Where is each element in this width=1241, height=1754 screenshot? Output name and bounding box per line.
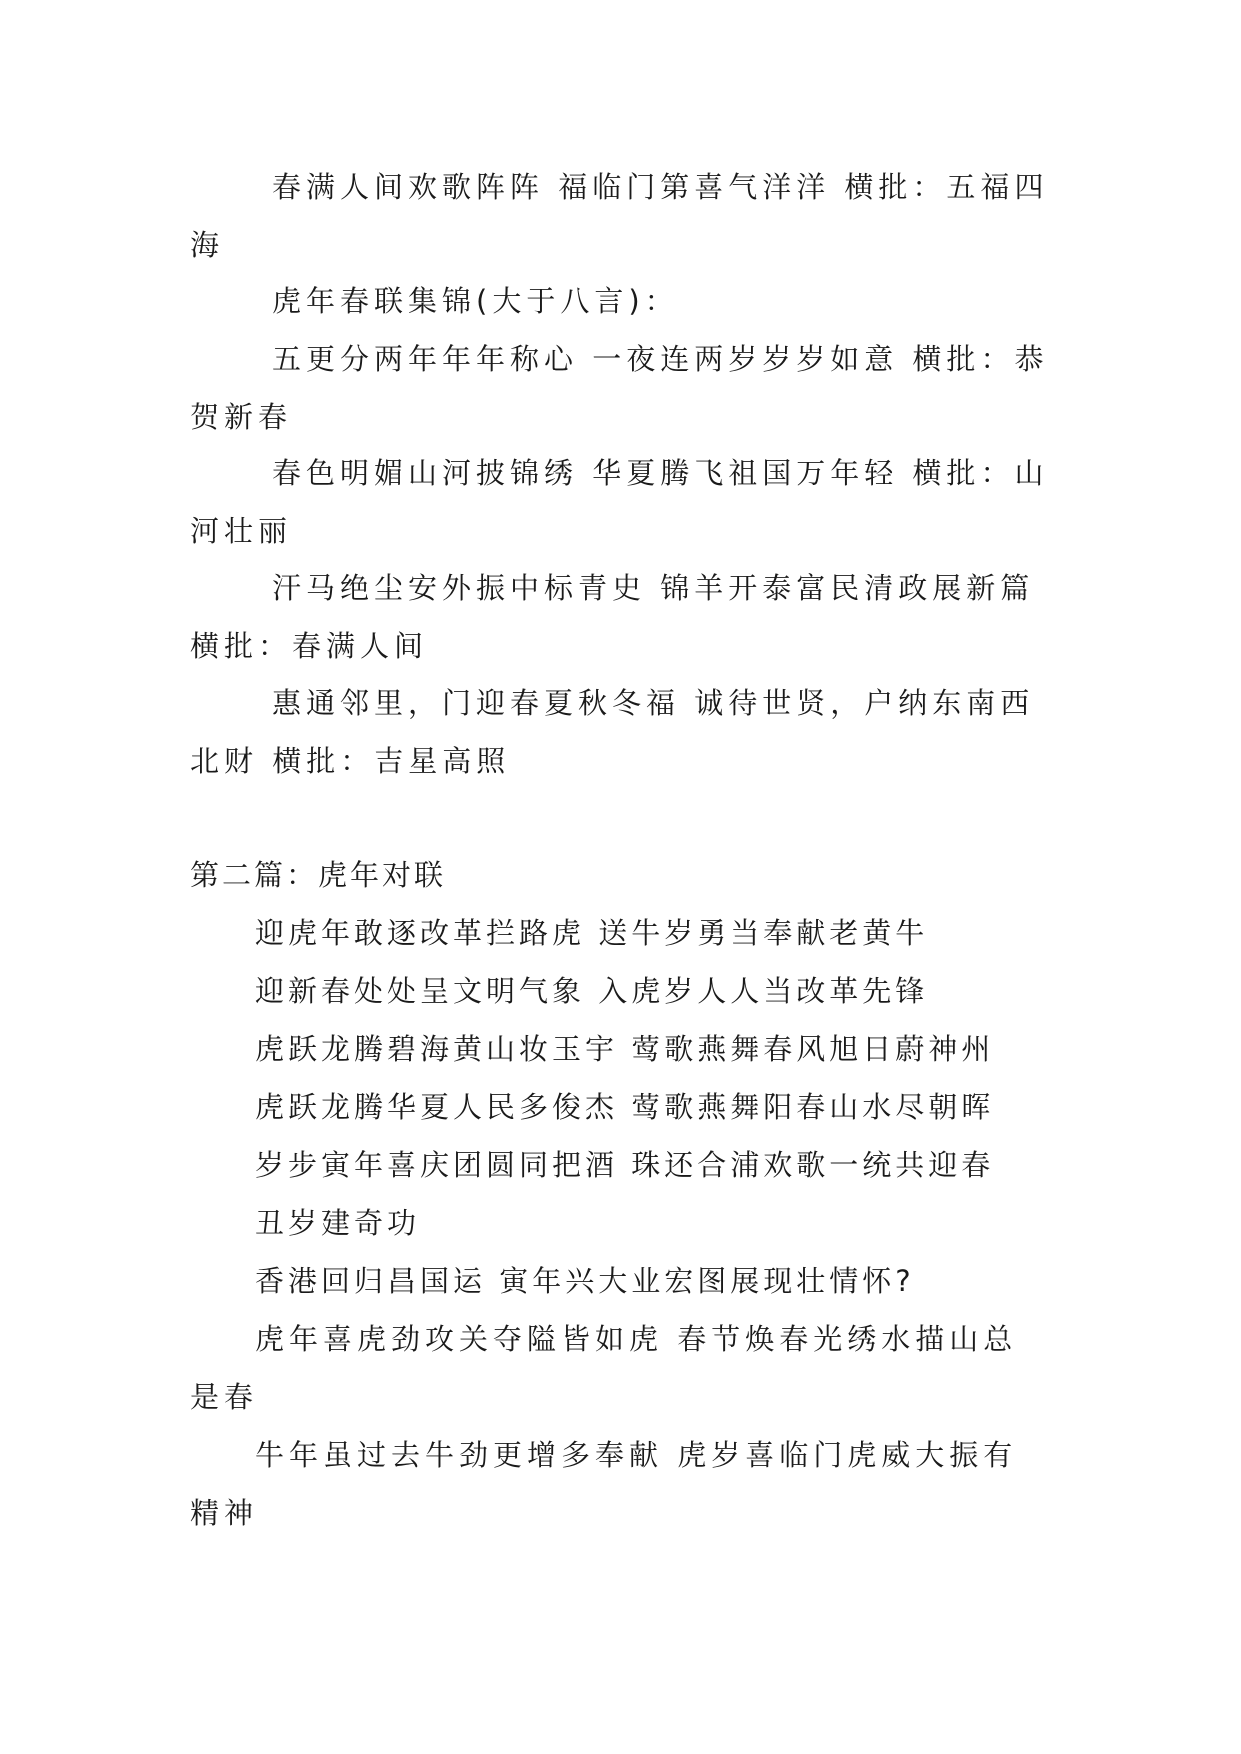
couplet-paragraph: 惠通邻里，门迎春夏秋冬福 诚待世贤，户纳东南西北财 横批：吉星高照: [190, 686, 1035, 778]
couplet-paragraph: 虎年喜虎劲攻关夺隘皆如虎 春节焕春光绣水描山总是春: [190, 1322, 1018, 1414]
couplet-paragraph: 五更分两年年年称心 一夜连两岁岁岁如意 横批：恭贺新春: [190, 342, 1049, 434]
couplet-line: 虎跃龙腾华夏人民多俊杰 莺歌燕舞阳春山水尽朝晖: [255, 1090, 995, 1124]
section-heading: 第二篇：虎年对联: [190, 858, 447, 892]
couplet-paragraph: 牛年虽过去牛劲更增多奉献 虎岁喜临门虎威大振有精神: [190, 1438, 1018, 1530]
couplet-paragraph: 汗马绝尘安外振中标青史 锦羊开泰富民清政展新篇 横批：春满人间: [190, 571, 1035, 663]
couplet-line: 岁步寅年喜庆团圆同把酒 珠还合浦欢歌一统共迎春: [255, 1148, 995, 1182]
couplet-line: 香港回归昌国运 寅年兴大业宏图展现壮情怀?: [255, 1264, 915, 1298]
couplet-line: 迎新春处处呈文明气象 入虎岁人人当改革先锋: [255, 974, 929, 1008]
couplet-line: 迎虎年敢逐改革拦路虎 送牛岁勇当奉献老黄牛: [255, 916, 929, 950]
couplet-paragraph: 春满人间欢歌阵阵 福临门第喜气洋洋 横批：五福四海: [190, 170, 1049, 262]
couplet-line: 虎跃龙腾碧海黄山妆玉宇 莺歌燕舞春风旭日蔚神州: [255, 1032, 995, 1066]
couplet-paragraph: 春色明媚山河披锦绣 华夏腾飞祖国万年轻 横批：山河壮丽: [190, 456, 1049, 548]
subsection-title: 虎年春联集锦(大于八言)：: [272, 284, 679, 318]
couplet-line: 丑岁建奇功: [255, 1206, 421, 1240]
